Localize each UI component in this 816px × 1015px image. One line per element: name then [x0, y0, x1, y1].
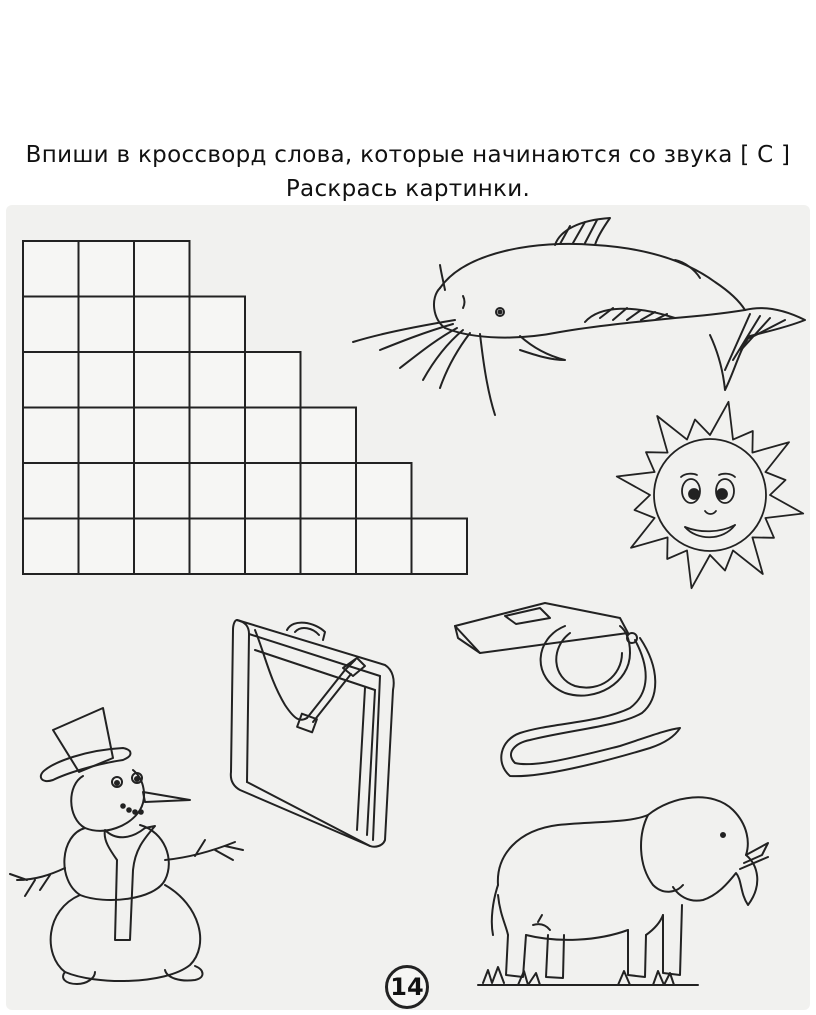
- sun-picture: [605, 395, 810, 595]
- crossword-cell[interactable]: [79, 352, 135, 408]
- page-number: 14: [385, 965, 429, 1009]
- crossword-cell[interactable]: [134, 297, 190, 353]
- crossword-cell[interactable]: [190, 519, 246, 575]
- crossword-cell[interactable]: [23, 519, 79, 575]
- crossword-cell[interactable]: [301, 463, 357, 519]
- crossword-cell[interactable]: [134, 519, 190, 575]
- crossword-cell[interactable]: [79, 241, 135, 297]
- instruction-line-2: Раскрась картинки.: [285, 176, 531, 202]
- crossword-cell[interactable]: [245, 463, 301, 519]
- crossword-cell[interactable]: [79, 408, 135, 464]
- crossword-cell[interactable]: [245, 408, 301, 464]
- crossword-cell[interactable]: [245, 352, 301, 408]
- crossword-cell[interactable]: [23, 463, 79, 519]
- crossword-cell[interactable]: [23, 241, 79, 297]
- elephant-picture: [478, 785, 773, 990]
- instruction-line-1: Впиши в кроссворд слова, которые начинаются со звука [ С ]: [25, 142, 791, 168]
- crossword-cell[interactable]: [190, 463, 246, 519]
- crossword-cell[interactable]: [134, 463, 190, 519]
- crossword-cell[interactable]: [79, 463, 135, 519]
- crossword-cell[interactable]: [79, 297, 135, 353]
- crossword-cell[interactable]: [356, 463, 412, 519]
- crossword-cell[interactable]: [23, 297, 79, 353]
- crossword-cell[interactable]: [190, 297, 246, 353]
- crossword-cell[interactable]: [245, 519, 301, 575]
- crossword-cell[interactable]: [301, 519, 357, 575]
- crossword-cell[interactable]: [79, 519, 135, 575]
- crossword-cell[interactable]: [190, 408, 246, 464]
- catfish-picture: [345, 210, 810, 425]
- crossword-cell[interactable]: [134, 408, 190, 464]
- instructions: [0, 138, 816, 206]
- crossword-cell[interactable]: [190, 352, 246, 408]
- crossword-cell[interactable]: [134, 241, 190, 297]
- snowman-picture: [5, 700, 255, 990]
- whistle-picture: [450, 598, 685, 783]
- crossword-cell[interactable]: [412, 519, 468, 575]
- crossword-cell[interactable]: [23, 352, 79, 408]
- crossword-cell[interactable]: [23, 408, 79, 464]
- crossword-cell[interactable]: [134, 352, 190, 408]
- crossword-cell[interactable]: [356, 519, 412, 575]
